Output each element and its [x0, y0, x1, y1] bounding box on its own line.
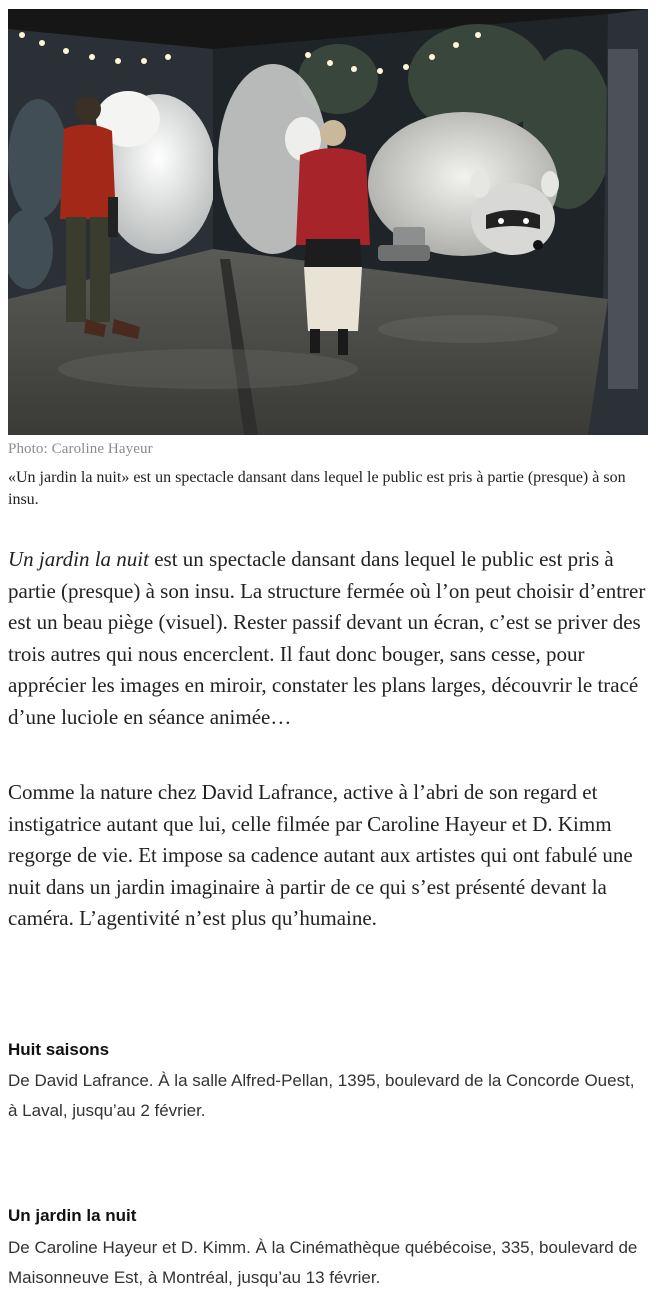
info-title-un-jardin-la-nuit: Un jardin la nuit — [8, 1206, 137, 1225]
article-paragraph-1 — [8, 544, 653, 733]
exhibition-photo — [8, 9, 648, 435]
exhibition-illustration — [8, 9, 648, 435]
info-title-huit-saisons: Huit saisons — [8, 1040, 110, 1059]
work-title: Un jardin la nuit — [8, 547, 149, 571]
paragraph-text: est un spectacle dansant dans lequel le public est pris à partie (presque) à son insu. La structure fermée où l’on peut choisir d’entrer est un beau piège (visuel). Rester passif devant un écran, c’est se priver des trois autres qui nous encerclent. Il faut donc bouger, sans cesse, pour apprécier les images en miroir, constater les plans larges, découvrir le tracé d’une luciole en séance animée… — [8, 547, 646, 729]
info-details-huit-saisons: De David Lafrance. À la salle Alfred-Pellan, 1395, boulevard de la Concorde Ouest, à Laval, jusqu’au 2 février. — [8, 1071, 635, 1120]
photo-caption: «Un jardin la nuit» est un spectacle dansant dans lequel le public est pris à partie (presque) à son insu. — [8, 469, 626, 508]
info-details-un-jardin-la-nuit: De Caroline Hayeur et D. Kimm. À la Cinémathèque québécoise, 335, boulevard de Maisonneuve Est, à Montréal, jusqu’au 13 février. — [8, 1238, 638, 1287]
photo-credit: Photo: Caroline Hayeur — [8, 441, 153, 457]
article-paragraph-2: Comme la nature chez David Lafrance, active à l’abri de son regard et instigatrice autant que lui, celle filmée par Caroline Hayeur et D. Kimm regorge de vie. Et impose sa cadence autant aux artistes qui ont fabulé une nuit dans un jardin imaginaire à partir de ce qui s’est présenté devant la caméra. L’agentivité n’est plus qu’humaine. — [8, 780, 633, 930]
